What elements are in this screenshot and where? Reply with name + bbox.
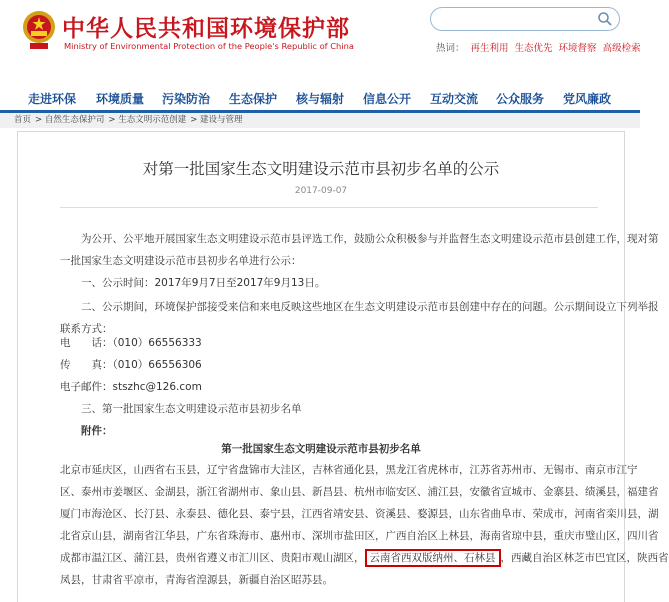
nav-item[interactable]: 互动交流 [430,92,479,106]
search-input[interactable] [430,7,620,31]
nav-item[interactable]: 生态保护 [229,92,278,106]
breadcrumb-item[interactable]: 生态文明示范创建 [118,115,187,125]
breadcrumb-item[interactable]: 自然生态保护司 [44,115,105,125]
hot-word-link[interactable]: 生态优先 [514,43,553,54]
email: 电子邮件：stszhc@126.com [60,381,202,393]
list-line: 北京市延庆区，山西省右玉县，辽宁省盘锦市大洼区，吉林省通化县，黑龙江省虎林市，江苏省苏州市、无锡市、南京市江宁 [60,464,638,476]
nav-item[interactable]: 环境质量 [96,92,145,106]
hot-word-link[interactable]: 再生利用 [470,43,509,54]
phone: 电 话：（010）66556333 [60,337,202,349]
breadcrumb: 首页 > 自然生态保护司 > 生态文明示范创建 > 建设与管理 [0,113,640,128]
item-3: 三、第一批国家生态文明建设示范市县初步名单 [81,403,302,415]
list-line: 凤县，甘肃省平凉市，青海省湟源县，新疆自治区昭苏县。 [60,574,333,586]
nav-item[interactable]: 党风廉政 [563,92,612,106]
divider [60,207,598,208]
list-line: 区、泰州市姜堰区、金湖县，浙江省湖州市、象山县、新昌县、杭州市临安区、浦江县，安徽省宣城市、金寨县、绩溪县，福建省 [60,486,659,498]
breadcrumb-item[interactable]: 首页 [14,115,32,125]
site-header [0,0,640,84]
list-line: 厦门市海沧区、长汀县、永泰县、德化县、泰宁县，江西省靖安县、资溪县、婺源县，山东省曲阜市、荣成市，河南省栾川县，湖 [60,508,659,520]
intro-paragraph-cont: 一批国家生态文明建设示范市县初步名单进行公示： [60,255,302,267]
item-2-cont: 联系方式： [60,323,113,335]
nav-item[interactable]: 污染防治 [162,92,211,106]
nav-item[interactable]: 核与辐射 [296,92,345,106]
list-text: 成都市温江区、蒲江县，贵州省遵义市汇川区、贵阳市观山湖区， [60,552,365,564]
breadcrumb-item[interactable]: 建设与管理 [200,115,243,125]
attachment-title: 第一批国家生态文明建设示范市县初步名单 [221,443,421,455]
nav-item[interactable]: 走进环保 [28,92,77,106]
main-nav [0,86,640,113]
article-title: 对第一批国家生态文明建设示范市县初步名单的公示 [142,160,500,178]
nav-item[interactable]: 信息公开 [363,92,412,106]
national-emblem-icon [22,7,56,51]
highlighted-text: 云南省西双版纳州、石林县 [365,549,501,567]
search-icon[interactable] [597,11,613,27]
hot-words [436,40,641,54]
list-text: ，西藏自治区林芝市巴宜区，陕西省 [500,552,669,564]
item-2: 二、公示期间，环境保护部接受来信和来电反映这些地区在生态文明建设示范市县创建中存在的问题。公示期间设立下列举报 [81,301,659,313]
nav-item[interactable]: 公众服务 [496,92,545,106]
site-title-en: Ministry of Environmental Protection of the People's Republic of China [64,41,354,51]
fax: 传 真：（010）66556306 [60,359,202,371]
intro-paragraph: 为公开、公平地开展国家生态文明建设示范市县评选工作，鼓励公众积极参与并监督生态文明建设示范市县创建工作，现对第 [81,233,659,245]
list-line: 北省京山县，湖南省江华县，广东省珠海市、惠州市、深圳市盐田区，广西自治区上林县，海南省琼中县，重庆市璧山区，四川省 [60,530,659,542]
article-container [17,131,669,602]
hot-words-label: 热词： [436,43,465,54]
article-date: 2017-09-07 [294,186,348,196]
advanced-search-link[interactable]: 高级检索 [602,43,641,54]
hot-word-link[interactable]: 环境督察 [558,43,597,54]
attachment-label: 附件： [81,425,113,437]
list-line [60,547,669,569]
county-list [60,459,669,591]
item-1: 一、公示时间：2017年9月7日至2017年9月13日。 [81,277,326,289]
site-title-cn: 中华人民共和国环境保护部 [62,15,350,42]
